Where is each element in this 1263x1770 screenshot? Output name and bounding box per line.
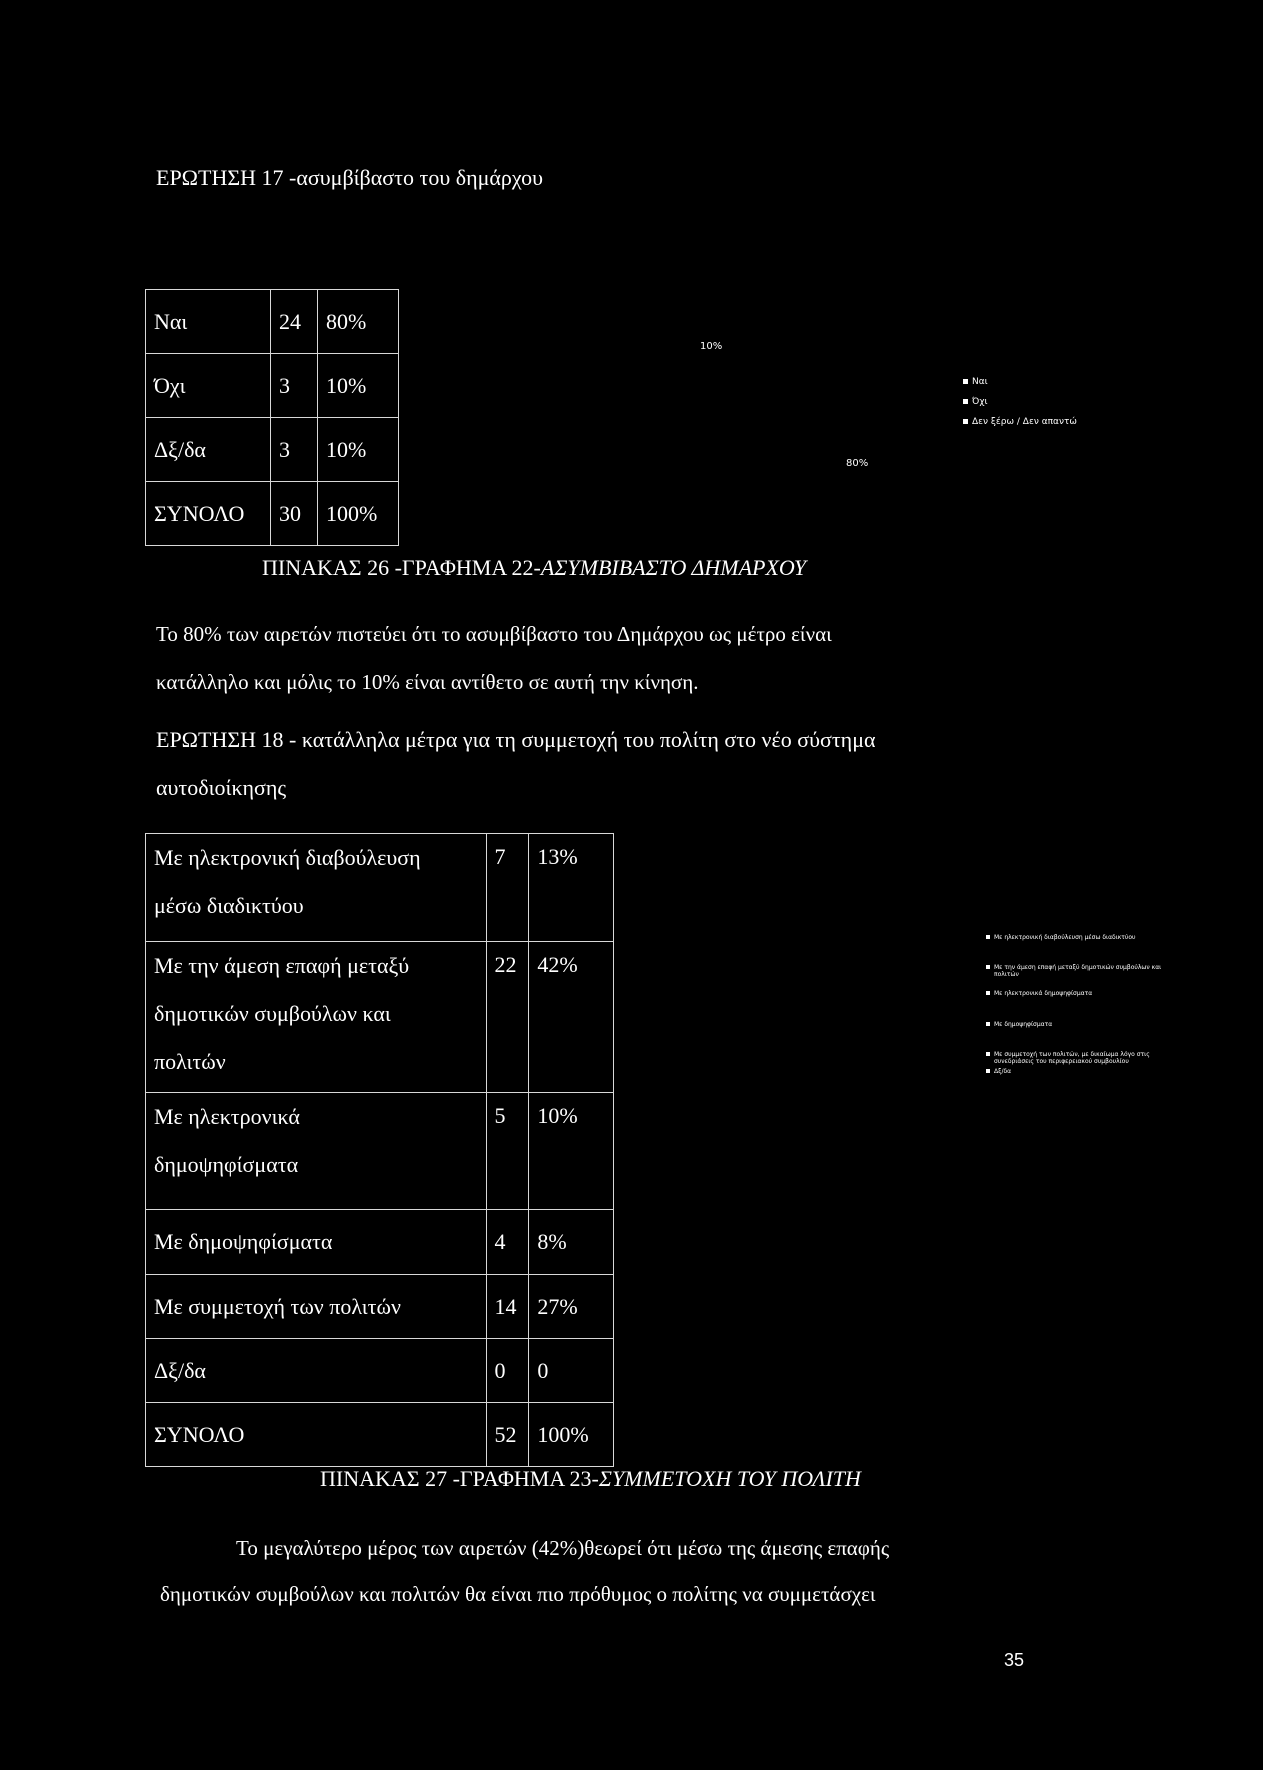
legend-item xyxy=(963,376,1077,388)
caption-prefix: ΠΙΝΑΚΑΣ 26 -ΓΡΑΦΗΜΑ 22- xyxy=(262,555,541,580)
row-label xyxy=(146,834,487,942)
caption-title: ΑΣΥΜΒΙΒΑΣΤΟ ΔΗΜΑΡΧΟΥ xyxy=(540,555,807,580)
table-26 xyxy=(145,289,399,546)
legend-item xyxy=(986,964,1166,978)
row-pct: 27% xyxy=(529,1275,614,1339)
table-row xyxy=(146,1339,614,1403)
row-pct: 80% xyxy=(318,290,399,354)
row-count: 24 xyxy=(271,290,318,354)
row-label: ΣΥΝΟΛΟ xyxy=(146,1403,487,1467)
legend-label: Ναι xyxy=(972,377,988,387)
paragraph-line: Το μεγαλύτερο μέρος των αιρετών (42%)θεωρεί ότι μέσω της άμεσης επαφής xyxy=(236,1536,890,1560)
table-row xyxy=(146,482,399,546)
question-17-title: ΕΡΩΤΗΣΗ 17 -ασυμβίβαστο του δημάρχου xyxy=(156,165,544,190)
caption-prefix: ΠΙΝΑΚΑΣ 27 -ΓΡΑΦΗΜΑ 23- xyxy=(320,1466,599,1491)
caption-26 xyxy=(262,554,806,582)
chart-22-legend xyxy=(963,376,1077,436)
row-pct: 100% xyxy=(318,482,399,546)
row-label-line: πολιτών xyxy=(154,1049,226,1074)
table-row xyxy=(146,834,614,942)
row-count: 3 xyxy=(271,354,318,418)
table-row xyxy=(146,1210,614,1275)
row-pct: 100% xyxy=(529,1403,614,1467)
row-pct: 10% xyxy=(318,418,399,482)
legend-swatch xyxy=(986,935,990,939)
legend-swatch xyxy=(963,399,968,404)
row-count: 52 xyxy=(486,1403,529,1467)
row-label: Δξ/δα xyxy=(146,1339,487,1403)
row-count: 0 xyxy=(486,1339,529,1403)
legend-label: Με ηλεκτρονική διαβούλευση μέσω διαδικτύου xyxy=(994,934,1136,941)
row-count: 30 xyxy=(271,482,318,546)
legend-label: Με ηλεκτρονικά δημοψηφίσματα xyxy=(994,990,1093,997)
table-row xyxy=(146,1093,614,1210)
table-row xyxy=(146,354,399,418)
row-label-line: Με ηλεκτρονικά xyxy=(154,1104,300,1129)
table-row xyxy=(146,418,399,482)
paragraph-line: δημοτικών συμβούλων και πολιτών θα είναι πιο πρόθυμος ο πολίτης να συμμετάσχει xyxy=(160,1582,876,1606)
legend-label: Με την άμεση επαφή μεταξύ δημοτικών συμβούλων και πολιτών xyxy=(994,964,1162,978)
legend-label: Δξ/δα xyxy=(994,1068,1012,1075)
caption-title: ΣΥΜΜΕΤΟΧΗ ΤΟΥ ΠΟΛΙΤΗ xyxy=(598,1466,861,1491)
row-pct: 10% xyxy=(529,1093,614,1210)
legend-item xyxy=(986,1068,1166,1075)
row-pct: 13% xyxy=(529,834,614,942)
paragraph-line: Το 80% των αιρετών πιστεύει ότι το ασυμβίβαστο του Δημάρχου ως μέτρο είναι xyxy=(156,622,832,646)
row-pct: 10% xyxy=(318,354,399,418)
row-label: Όχι xyxy=(146,354,271,418)
table-row xyxy=(146,1275,614,1339)
row-count: 3 xyxy=(271,418,318,482)
table-27 xyxy=(145,833,614,1467)
legend-item xyxy=(986,1051,1166,1065)
row-label xyxy=(146,942,487,1093)
chart-23-legend xyxy=(986,934,1166,1081)
chart-22-label-top: 10% xyxy=(700,341,723,352)
row-count: 5 xyxy=(486,1093,529,1210)
row-label: Ναι xyxy=(146,290,271,354)
row-label-line: Με την άμεση επαφή μεταξύ xyxy=(154,953,410,978)
row-label-line: δημοτικών συμβούλων και xyxy=(154,1001,391,1026)
legend-item xyxy=(986,990,1166,997)
legend-swatch xyxy=(986,1069,990,1073)
legend-swatch xyxy=(963,379,968,384)
row-count: 14 xyxy=(486,1275,529,1339)
row-count: 4 xyxy=(486,1210,529,1275)
question-18-title: ΕΡΩΤΗΣΗ 18 - κατάλληλα μέτρα για τη συμμετοχή του πολίτη στο νέο σύστημα xyxy=(156,727,876,752)
legend-swatch xyxy=(963,419,968,424)
legend-item xyxy=(986,934,1166,941)
row-label: ΣΥΝΟΛΟ xyxy=(146,482,271,546)
legend-swatch xyxy=(986,965,990,969)
caption-27 xyxy=(320,1465,861,1493)
row-pct: 0 xyxy=(529,1339,614,1403)
table-row xyxy=(146,1403,614,1467)
legend-item xyxy=(963,416,1077,428)
paragraph-line: κατάλληλο και μόλις το 10% είναι αντίθετο σε αυτή την κίνηση. xyxy=(156,670,699,694)
legend-item xyxy=(963,396,1077,408)
legend-label: Όχι xyxy=(972,397,988,407)
row-label: Δξ/δα xyxy=(146,418,271,482)
row-pct: 8% xyxy=(529,1210,614,1275)
legend-label: Με συμμετοχή των πολιτών, με δικαίωμα λόγο στις συνεδριάσεις του περιφερειακού συμβουλίου xyxy=(994,1051,1150,1065)
legend-swatch xyxy=(986,1022,990,1026)
row-label-line: δημοψηφίσματα xyxy=(154,1152,299,1177)
legend-label: Με δημοψηφίσματα xyxy=(994,1021,1053,1028)
legend-item xyxy=(986,1021,1166,1028)
row-count: 22 xyxy=(486,942,529,1093)
legend-label: Δεν ξέρω / Δεν απαντώ xyxy=(972,417,1077,427)
row-count: 7 xyxy=(486,834,529,942)
legend-swatch xyxy=(986,1052,990,1056)
row-label: Με συμμετοχή των πολιτών xyxy=(146,1275,487,1339)
row-pct: 42% xyxy=(529,942,614,1093)
question-18-title-cont: αυτοδιοίκησης xyxy=(156,775,287,800)
row-label-line: Με ηλεκτρονική διαβούλευση xyxy=(154,845,421,870)
table-row xyxy=(146,942,614,1093)
row-label-line: μέσω διαδικτύου xyxy=(154,893,304,918)
table-row xyxy=(146,290,399,354)
legend-swatch xyxy=(986,991,990,995)
row-label: Με δημοψηφίσματα xyxy=(146,1210,487,1275)
chart-22-label-bottom: 80% xyxy=(846,458,869,469)
page-number: 35 xyxy=(1004,1650,1025,1670)
row-label xyxy=(146,1093,487,1210)
